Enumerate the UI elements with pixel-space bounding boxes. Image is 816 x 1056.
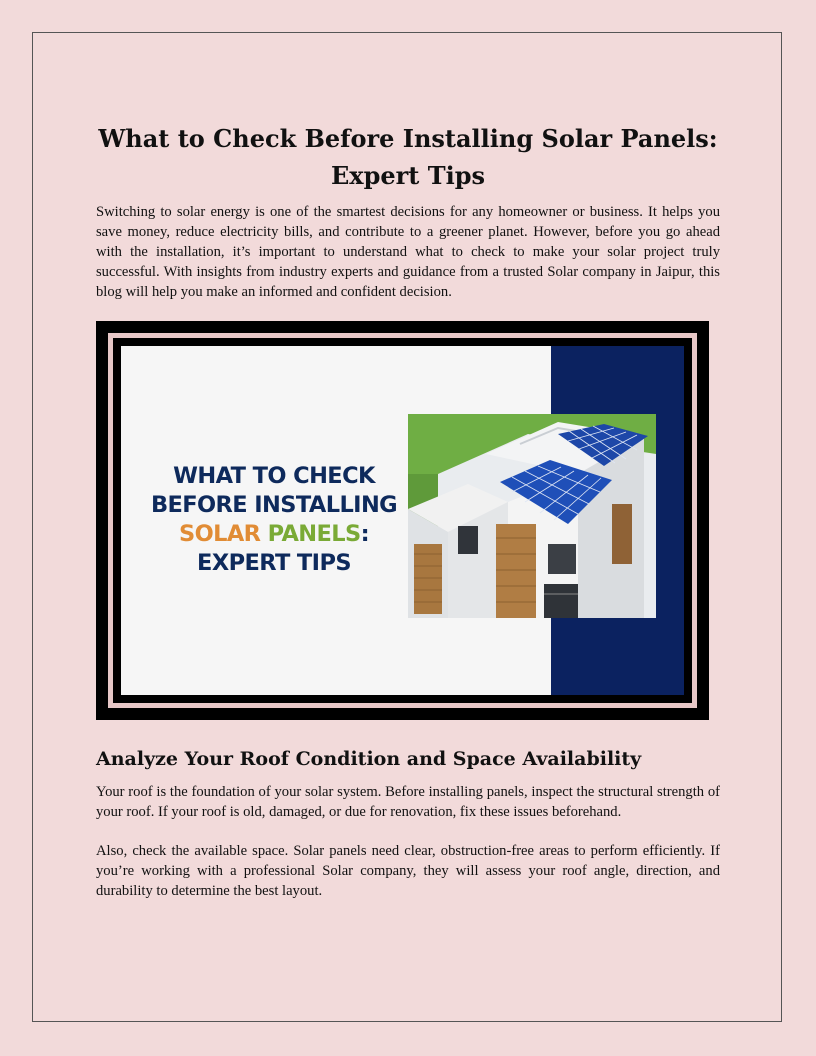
banner-line-2: BEFORE INSTALLING (150, 492, 398, 518)
banner-word-panels: PANELS (267, 521, 361, 547)
banner-headline (149, 462, 399, 578)
roof-paragraph-1: Your roof is the foundation of your solar system. Before installing panels, inspect the structural strength of your roof. If your roof is old, damaged, or due for renovation, fix these issues beforehand. (96, 784, 720, 820)
title-line-2: Expert Tips (330, 161, 485, 190)
banner-line-4: EXPERT TIPS (197, 550, 351, 576)
title-line-1: What to Check Before Installing Solar Panels: (98, 124, 718, 153)
house-solar-photo (408, 414, 656, 618)
banner-colon: : (360, 521, 370, 547)
house-illustration (408, 414, 656, 618)
banner-inner (119, 344, 686, 697)
document-title (96, 120, 720, 194)
banner-image (96, 321, 709, 720)
banner-line-1: WHAT TO CHECK (173, 463, 375, 489)
banner-line-3 (149, 520, 399, 549)
banner-word-solar: SOLAR (178, 521, 261, 547)
intro-paragraph: Switching to solar energy is one of the smartest decisions for any homeowner or business. It helps you save money, reduce electricity bills, and contribute to a greener planet. However, before you go ahead with the installation, it’s important to understand what to check to make your solar project truly successful. With insights from industry experts and guidance from a trusted Solar company in Jaipur, this blog will help you make an informed and confident decision. (96, 204, 720, 300)
section-heading: Analyze Your Roof Condition and Space Availability (96, 748, 642, 770)
roof-paragraph-2: Also, check the available space. Solar panels need clear, obstruction-free areas to perform efficiently. If you’re working with a professional Solar company, they will assess your roof angle, direction, and durability to determine the best layout. (96, 843, 720, 899)
